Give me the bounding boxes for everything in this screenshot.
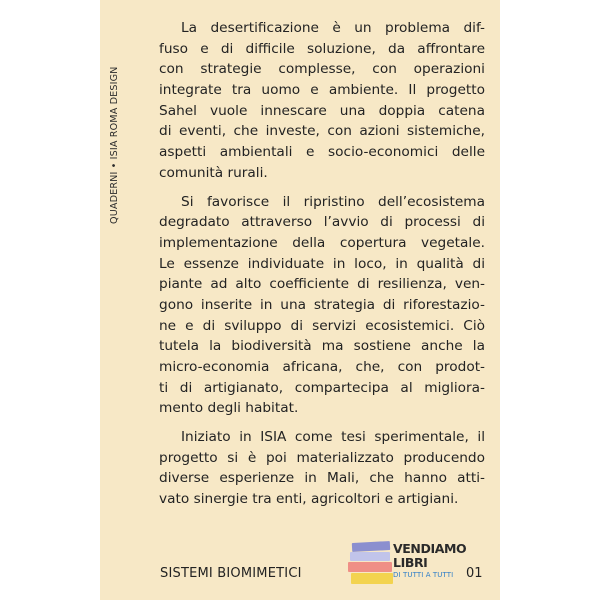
book-spine-1 xyxy=(352,541,390,552)
text-line: diverse esperienze in Mali, che hanno atti- xyxy=(159,470,485,487)
text-line: fuso e di difficile soluzione, da affrontare xyxy=(159,40,485,57)
footer-title: SISTEMI BIOMIMETICI xyxy=(160,566,302,581)
text-line: implementazione della copertura vegetale. xyxy=(159,234,485,251)
text-line: Si favorisce il ripristino dell’ecosistema xyxy=(181,193,485,210)
text-line: aspetti ambientali e socio-economici delle xyxy=(159,144,485,161)
text-line: di eventi, che investe, con azioni sistemiche, xyxy=(159,123,485,140)
book-spine-3 xyxy=(348,562,392,572)
text-line: La desertificazione è un problema dif- xyxy=(181,20,485,36)
text-line: degradato attraverso l’avvio di processi di xyxy=(159,214,485,231)
logo-tagline: DI TUTTI A TUTTI xyxy=(393,571,454,579)
text-line: Iniziato in ISIA come tesi sperimentale, il xyxy=(181,429,485,446)
body-text xyxy=(159,18,485,510)
book-spine-4 xyxy=(351,573,393,584)
text-line: con strategie complesse, con operazioni xyxy=(159,61,485,78)
text-line: ne e di sviluppo di servizi ecosistemici. Ciò xyxy=(159,317,485,334)
text-line: vato sinergie tra enti, agricoltori e artigiani. xyxy=(159,491,459,508)
text-line: mento degli habitat. xyxy=(159,400,299,417)
page-number: 01 xyxy=(466,566,483,581)
text-line: progetto si è poi materializzato producendo xyxy=(159,449,485,466)
paragraph-1 xyxy=(159,18,485,184)
paragraph-2 xyxy=(159,192,485,420)
logo-wordmark-line-2: LIBRI xyxy=(393,555,428,570)
text-line: comunità rurali. xyxy=(159,164,268,181)
text-line: micro-economia africana, che, con prodot- xyxy=(159,359,485,375)
text-line: integrate tra uomo e ambiente. Il progetto xyxy=(159,82,485,99)
logo-wordmark-line-1: VENDIAMO xyxy=(393,541,467,556)
book-spine-2 xyxy=(350,552,390,561)
vendiamo-libri-logo xyxy=(348,540,467,590)
text-line: piante ad alto coefficiente di resilienza, ven- xyxy=(159,276,485,293)
series-side-label: QUADERNI • ISIA ROMA DESIGN xyxy=(109,66,120,224)
text-line: ti di artigianato, compartecipa al migliora- xyxy=(159,379,485,396)
paragraph-3 xyxy=(159,427,485,510)
text-line: Le essenze individuate in loco, in qualità di xyxy=(159,255,485,272)
text-line: tutela la biodiversità ma sostiene anche la xyxy=(159,338,485,355)
text-line: Sahel vuole innescare una doppia catena xyxy=(159,102,485,119)
text-line: gono inserite in una strategia di riforestazio- xyxy=(159,296,485,313)
